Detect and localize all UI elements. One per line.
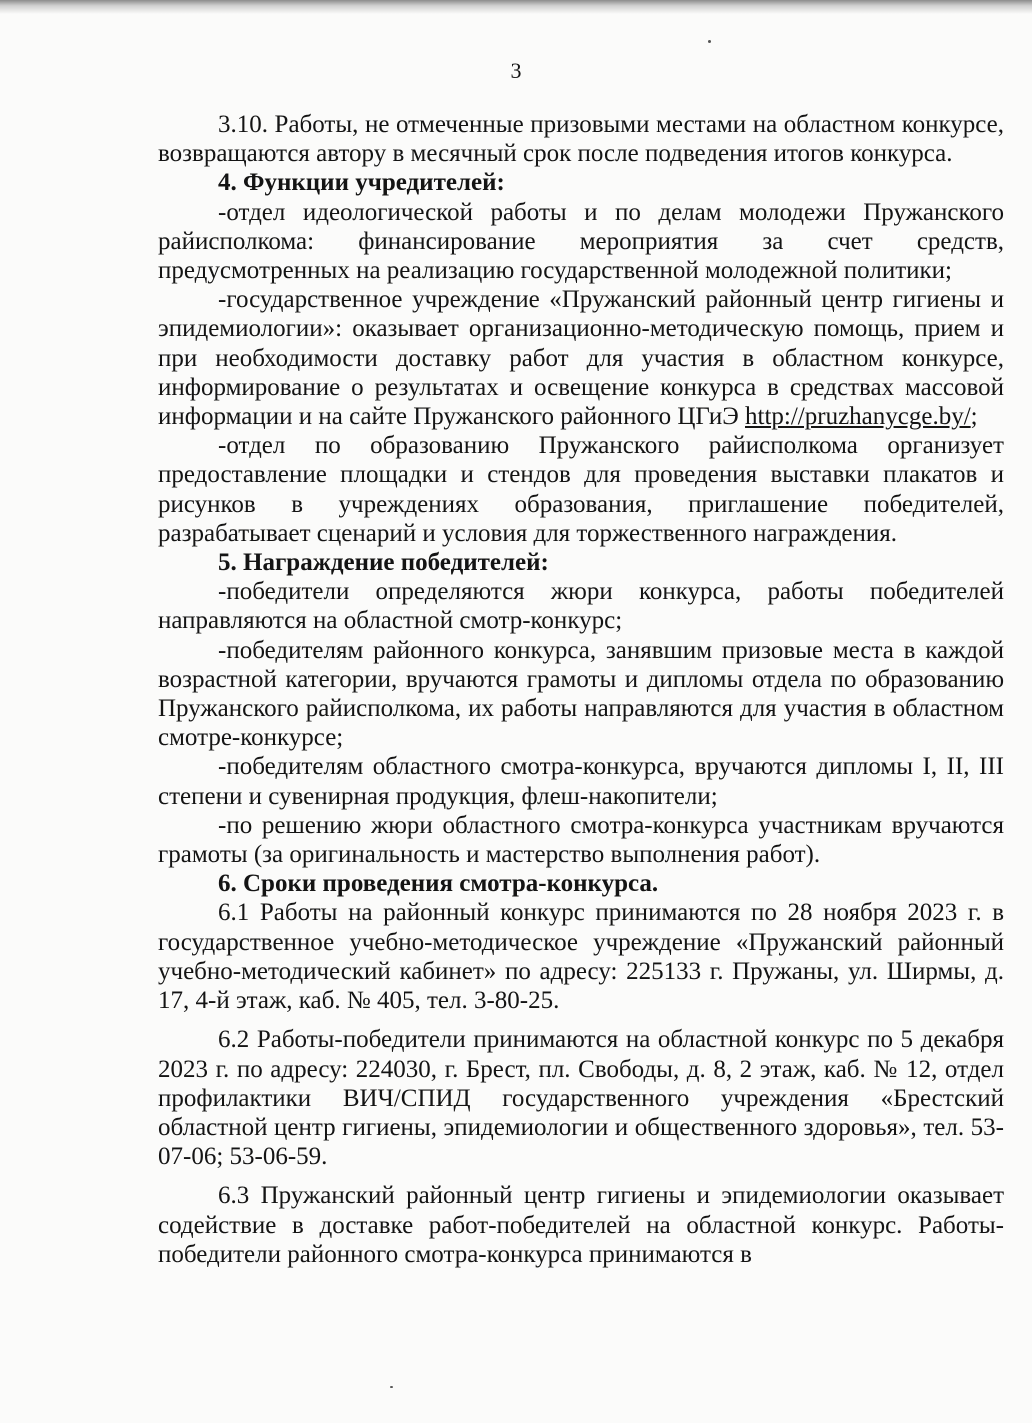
scan-speck: [708, 40, 711, 43]
paragraph-winners-regional: -победителям областного смотра-конкурса, вручаются дипломы I, II, III степени и сувенирная продукция, флеш-накопители;: [158, 753, 1004, 810]
document-body: [158, 110, 1004, 1269]
paragraph-jury-certificates: -по решению жюри областного смотра-конкурса участникам вручаются грамоты (за оригинальность и мастерство выполнения работ).: [158, 811, 1004, 869]
paragraph-winners-jury: -победители определяются жюри конкурса, работы победителей направляются на областной смотр-конкурс;: [158, 578, 1004, 635]
section-heading-4: 4. Функции учредителей:: [218, 169, 505, 197]
paragraph-text-end: ;: [970, 403, 978, 431]
paragraph-6-1: 6.1 Работы на районный конкурс принимаются по 28 ноября 2023 г. в государственное учебно-методическое учреждение «Пружанский районный учебно-методический кабинет» по адресу: 225133 г. Пружаны, ул. Ширмы, д. 17, 4-й этаж, каб. № 405, тел. 3-80-25.: [158, 899, 1004, 1015]
paragraph-6-2: 6.2 Работы-победители принимаются на областной конкурс по 5 декабря 2023 г. по адресу: 224030, г. Брест, пл. Свободы, д. 8, 2 этаж, каб. № 12, отдел профилактики ВИЧ/СПИД государственного учреждения «Брестский областной центр гигиены, эпидемиологии и общественного здоровья», тел. 53-07-06; 53-06-59.: [158, 1026, 1004, 1171]
paragraph-founder-ideology-dept: -отдел идеологической работы и по делам молодежи Пружанского райисполкома: финансирование мероприятия за счет средств, предусмотренных на реализацию государственной молодежной политики;: [158, 198, 1004, 285]
paragraph-winners-district: -победителям районного конкурса, занявшим призовые места в каждой возрастной категории, вручаются грамоты и дипломы отдела по образованию Пружанского райисполкома, их работы направляются для участия в областном смотре-конкурсе;: [158, 636, 1004, 752]
paragraph-6-3: 6.3 Пружанский районный центр гигиены и эпидемиологии оказывает содействие в доставке работ-победителей на областной конкурс. Работы-победители районного смотра-конкурса принимаются в: [158, 1182, 1004, 1268]
section-heading-5: 5. Награждение победителей:: [218, 549, 549, 577]
paragraph-text: -государственное учреждение «Пружанский районный центр гигиены и эпидемиологии»: оказывает организационно-методическую помощь, прием и при необходимости доставку работ для участия в областном конкурсе, информирование о результатах и освещение конкурса в средствах массовой информации и на сайте Пружанского районного ЦГиЭ: [158, 286, 1004, 431]
scan-edge-shadow: [0, 0, 1032, 14]
website-link[interactable]: http://pruzhanycge.by/: [745, 403, 971, 431]
section-heading-6: 6. Сроки проведения смотра-конкурса.: [218, 870, 659, 898]
paragraph-3-10: 3.10. Работы, не отмеченные призовыми местами на областном конкурсе, возвращаются автору в месячный срок после подведения итогов конкурса.: [158, 111, 1004, 168]
paragraph-founder-hygiene-center: [158, 285, 1004, 431]
scan-speck: [390, 1386, 393, 1388]
page-number: 3: [510, 58, 522, 83]
paragraph-founder-education-dept: -отдел по образованию Пружанского райисполкома организует предоставление площадки и стендов для проведения выставки плакатов и рисунков в учреждениях образования, приглашение победителей, разрабатывает сценарий и условия для торжественного награждения.: [158, 432, 1004, 547]
